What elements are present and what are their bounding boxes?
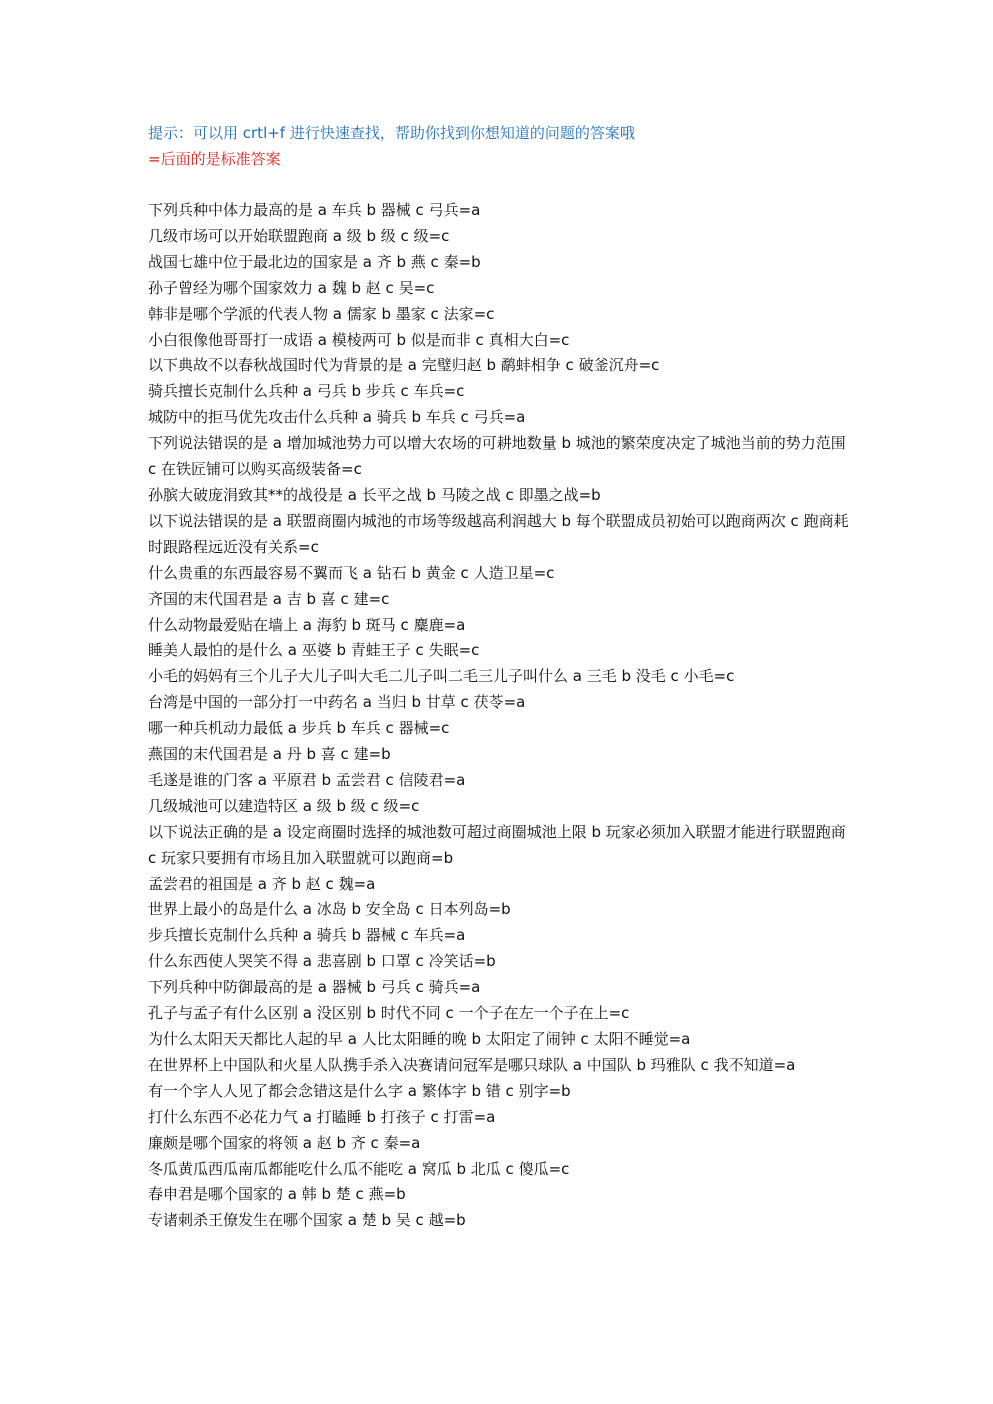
answer-note: =后面的是标准答案 xyxy=(148,150,281,168)
question-item: 什么东西使人哭笑不得 a 悲喜剧 b 口罩 c 冷笑话=b xyxy=(148,952,496,971)
question-item: 下列兵种中体力最高的是 a 车兵 b 器械 c 弓兵=a xyxy=(148,201,481,219)
question-item: 步兵擅长克制什么兵种 a 骑兵 b 器械 c 车兵=a xyxy=(148,926,466,945)
hint-block xyxy=(148,120,868,172)
question-item: 什么贵重的东西最容易不翼而飞 a 钻石 b 黄金 c 人造卫星=c xyxy=(148,563,555,582)
question-item: 骑兵擅长克制什么兵种 a 弓兵 b 步兵 c 车兵=c xyxy=(148,382,465,401)
question-item: 春申君是哪个国家的 a 韩 b 楚 c 燕=b xyxy=(148,1185,406,1204)
question-item: 以下典故不以春秋战国时代为背景的是 a 完璧归赵 b 鹬蚌相争 c 破釜沉舟=c xyxy=(148,356,660,375)
question-item: 什么动物最爱贴在墙上 a 海豹 b 斑马 c 麋鹿=a xyxy=(148,615,466,634)
question-item: 小毛的妈妈有三个儿子大儿子叫大毛二儿子叫二毛三儿子叫什么 a 三毛 b 没毛 c 小毛=c xyxy=(148,667,735,686)
question-item: 城防中的拒马优先攻击什么兵种 a 骑兵 b 车兵 c 弓兵=a xyxy=(148,408,526,427)
question-item: 世界上最小的岛是什么 a 冰岛 b 安全岛 c 日本列岛=b xyxy=(148,900,511,919)
question-item: 毛遂是谁的门客 a 平原君 b 孟尝君 c 信陵君=a xyxy=(148,770,466,789)
question-item: 孔子与孟子有什么区别 a 没区别 b 时代不同 c 一个子在左一个子在上=c xyxy=(148,1004,630,1023)
question-item: 有一个字人人见了都会念错这是什么字 a 繁体字 b 错 c 别字=b xyxy=(148,1081,571,1100)
question-item: 以下说法正确的是 a 设定商圈时选择的城池数可超过商圈城池上限 b 玩家必须加入联盟才能进行联盟跑商 c 玩家只要拥有市场且加入联盟就可以跑商=b xyxy=(148,822,846,867)
question-item: 廉颇是哪个国家的将领 a 赵 b 齐 c 秦=a xyxy=(148,1133,421,1152)
question-item: 哪一种兵机动力最低 a 步兵 b 车兵 c 器械=c xyxy=(148,719,450,738)
search-tip: 提示：可以用 crtl+f 进行快速查找，帮助你找到你想知道的问题的答案哦 xyxy=(148,124,635,142)
question-item: 打什么东西不必花力气 a 打瞌睡 b 打孩子 c 打雷=a xyxy=(148,1107,496,1126)
question-item: 下列兵种中防御最高的是 a 器械 b 弓兵 c 骑兵=a xyxy=(148,978,481,997)
question-item: 为什么太阳天天都比人起的早 a 人比太阳睡的晚 b 太阳定了闹钟 c 太阳不睡觉=a xyxy=(148,1030,691,1048)
question-item: 专诸刺杀王僚发生在哪个国家 a 楚 b 吴 c 越=b xyxy=(148,1211,466,1230)
question-item: 小白很像他哥哥打一成语 a 模棱两可 b 似是而非 c 真相大白=c xyxy=(148,330,570,349)
question-item: 睡美人最怕的是什么 a 巫婆 b 青蛙王子 c 失眠=c xyxy=(148,641,480,660)
question-item: 下列说法错误的是 a 增加城池势力可以增大农场的可耕地数量 b 城池的繁荣度决定了城池当前的势力范围 c 在铁匠铺可以购买高级装备=c xyxy=(148,434,846,479)
question-item: 几级城池可以建造特区 a 级 b 级 c 级=c xyxy=(148,796,420,815)
question-item: 孙膑大破庞涓致其**的战役是 a 长平之战 b 马陵之战 c 即墨之战=b xyxy=(148,485,601,504)
question-item: 几级市场可以开始联盟跑商 a 级 b 级 c 级=c xyxy=(148,226,450,245)
question-item: 孟尝君的祖国是 a 齐 b 赵 c 魏=a xyxy=(148,874,376,893)
question-item: 战国七雄中位于最北边的国家是 a 齐 b 燕 c 秦=b xyxy=(148,252,481,271)
question-item: 台湾是中国的一部分打一中药名 a 当归 b 甘草 c 茯苓=a xyxy=(148,693,526,712)
question-item: 以下说法错误的是 a 联盟商圈内城池的市场等级越高利润越大 b 每个联盟成员初始可以跑商两次 c 跑商耗时跟路程远近没有关系=c xyxy=(148,511,849,556)
question-item: 冬瓜黄瓜西瓜南瓜都能吃什么瓜不能吃 a 窝瓜 b 北瓜 c 傻瓜=c xyxy=(148,1159,570,1178)
question-list xyxy=(148,198,853,1234)
question-item: 燕国的末代国君是 a 丹 b 喜 c 建=b xyxy=(148,745,391,764)
question-item: 孙子曾经为哪个国家效力 a 魏 b 赵 c 吴=c xyxy=(148,278,435,297)
question-item: 在世界杯上中国队和火星人队携手杀入决赛请问冠军是哪只球队 a 中国队 b 玛雅队 c 我不知道=a xyxy=(148,1055,796,1074)
question-item: 韩非是哪个学派的代表人物 a 儒家 b 墨家 c 法家=c xyxy=(148,304,495,323)
question-item: 齐国的末代国君是 a 吉 b 喜 c 建=c xyxy=(148,589,390,608)
